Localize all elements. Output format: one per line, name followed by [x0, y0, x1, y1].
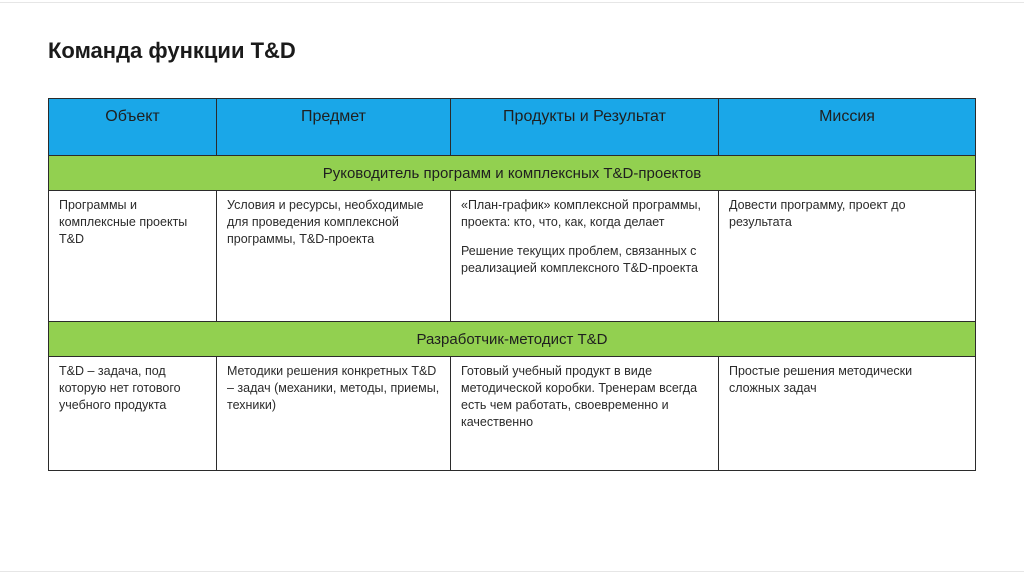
cell-text: Простые решения методически сложных задач — [729, 364, 913, 395]
section-methodologist: Разработчик-методист T&D — [49, 322, 976, 357]
section-program-manager: Руководитель программ и комплексных T&D-проектов — [49, 156, 976, 191]
bottom-border-line — [0, 571, 1024, 572]
cell-text: T&D – задача, под которую нет готового учебного продукта — [59, 364, 181, 412]
cell-products-results — [451, 191, 719, 322]
cell-mission — [719, 357, 976, 471]
header-subject: Предмет — [217, 99, 451, 156]
table-row — [49, 357, 976, 471]
top-border-line — [0, 2, 1024, 3]
header-object: Объект — [49, 99, 217, 156]
cell-text: Методики решения конкретных T&D – задач (механики, методы, приемы, техники) — [227, 364, 440, 412]
header-row — [49, 99, 976, 156]
cell-text: Условия и ресурсы, необходимые для проведения комплексной программы, T&D-проекта — [227, 198, 424, 246]
cell-subject — [217, 191, 451, 322]
section-row — [49, 322, 976, 357]
cell-object — [49, 191, 217, 322]
cell-text: Решение текущих проблем, связанных с реализацией комплексного T&D-проекта — [461, 244, 698, 275]
cell-text: «План-график» комплексной программы, проекта: кто, что, как, когда делает — [461, 198, 701, 229]
cell-object — [49, 357, 217, 471]
roles-table — [48, 98, 976, 471]
page-title: Команда функции T&D — [48, 38, 296, 63]
header-products-results: Продукты и Результат — [451, 99, 719, 156]
table-row — [49, 191, 976, 322]
cell-products-results — [451, 357, 719, 471]
section-row — [49, 156, 976, 191]
cell-text: Готовый учебный продукт в виде методической коробки. Тренерам всегда есть чем работать, своевременно и качественно — [461, 364, 698, 429]
header-mission: Миссия — [719, 99, 976, 156]
cell-text: Довести программу, проект до результата — [729, 198, 906, 229]
cell-mission — [719, 191, 976, 322]
cell-text: Программы и комплексные проекты T&D — [59, 198, 188, 246]
cell-subject — [217, 357, 451, 471]
